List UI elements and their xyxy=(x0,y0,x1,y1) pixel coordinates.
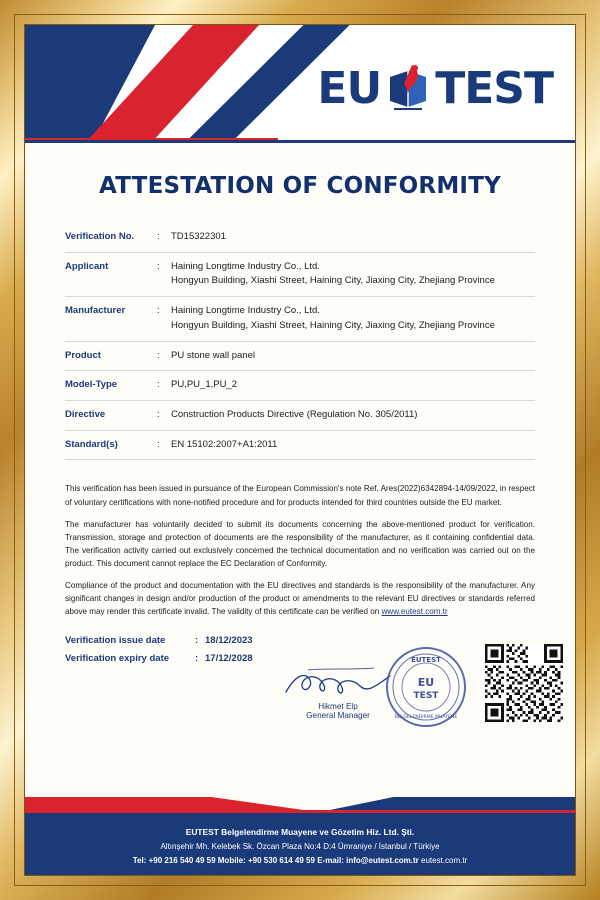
field-label: Verification No. xyxy=(65,231,135,242)
verification-website-link[interactable]: www.eutest.com.tr xyxy=(381,607,448,617)
field-label: Directive xyxy=(65,409,106,421)
verification-qr-code-icon xyxy=(485,644,563,722)
footer-mobile-label: Mobile: xyxy=(217,856,246,865)
logo-test-text: TEST xyxy=(435,63,553,114)
footer-company-name: EUTEST Belgelendirme Muayene ve Gözetim Hiz. Ltd. Şti. xyxy=(185,827,415,838)
footer-website[interactable]: eutest.com.tr xyxy=(421,856,468,865)
field-label: Model-Type xyxy=(65,379,118,391)
field-value-line1: Construction Products Directive (Regulation No. 305/2011) xyxy=(171,409,418,421)
footer-text xyxy=(25,825,575,875)
field-value xyxy=(171,260,535,289)
field-colon: : xyxy=(157,379,160,391)
footer-address: Altınşehir Mh. Kelebek Sk. Özcan Plaza No:4 D:4 Ümraniye / İstanbul / Türkiye xyxy=(160,842,440,851)
svg-text:EU: EU xyxy=(417,675,435,689)
eu-test-logo xyxy=(317,63,553,115)
legal-text-block xyxy=(65,482,535,618)
issue-date-value: 18/12/2023 xyxy=(205,635,253,647)
table-row xyxy=(65,253,535,297)
paragraph-1: This verification has been issued in pursuance of the European Commission's note Ref. Ares(2022)6342894-14/09/2022, in respect of voluntary certifications with none-notified procedure and for products intended for third countries outside the EU market. xyxy=(65,484,535,507)
field-value-line1: EN 15102:2007+A1:2011 xyxy=(171,438,278,450)
field-value xyxy=(171,304,535,333)
expiry-date-label: Verification expiry date xyxy=(65,653,170,665)
expiry-date-value: 17/12/2028 xyxy=(205,653,253,665)
paragraph-2: The manufacturer has voluntarily decided to submit its documents concerning the above-mentioned product for verification. Transmission, storage and protection of documents are the responsibility of the manufacturer, as it containing confidential data. The verification activity carried out exclusively concerned the technical documentation and no verification was carried out on the product. This document cannot replace the EC Declaration of Conformity. xyxy=(65,519,535,569)
table-row xyxy=(65,401,535,431)
field-value-line1: Haining Longtime Industry Co., Ltd. xyxy=(171,260,320,272)
paragraph-3 xyxy=(65,579,535,618)
field-colon: : xyxy=(157,409,160,421)
field-value xyxy=(171,438,535,453)
page-title: ATTESTATION OF CONFORMITY xyxy=(99,173,501,199)
field-value-line1: Haining Longtime Industry Co., Ltd. xyxy=(171,305,320,317)
svg-text:BELGELENDIRME MUAYENE: BELGELENDIRME MUAYENE xyxy=(394,714,458,720)
svg-text:EUTEST: EUTEST xyxy=(411,655,441,664)
field-value-line1: PU stone wall panel xyxy=(171,349,255,361)
field-value-line2: Hongyun Building, Xiashi Street, Haining City, Jiaxing City, Zhejiang Province xyxy=(171,319,495,331)
field-value-line1: TD15322301 xyxy=(171,231,226,242)
field-colon: : xyxy=(157,260,160,272)
logo-eu-text: EU xyxy=(317,63,382,114)
paragraph-3-text: Compliance of the product and documentation with the EU directives and standards is the responsibility of the manufacturer. Any significant changes in design and/or production of the product or amendments to the relevant EU directives or standards referred above may render this certificate invalid. The validity of this certificate can be verified on xyxy=(65,581,535,617)
field-value xyxy=(171,408,535,423)
signatory-role: General Manager xyxy=(306,710,370,720)
issue-date-label: Verification issue date xyxy=(65,635,166,647)
details-table xyxy=(65,223,535,460)
eu-test-shield-icon xyxy=(386,63,430,115)
field-label: Manufacturer xyxy=(65,305,126,317)
header-banner xyxy=(25,25,575,143)
table-row xyxy=(65,371,535,401)
field-colon: : xyxy=(157,349,160,361)
footer-contact xyxy=(25,854,575,868)
field-value xyxy=(171,378,535,393)
table-row xyxy=(65,297,535,341)
field-value xyxy=(171,349,535,364)
field-colon: : xyxy=(157,231,160,242)
field-colon: : xyxy=(157,438,160,450)
footer-tel-label: Tel: xyxy=(132,856,147,865)
field-value-line1: PU,PU_1,PU_2 xyxy=(171,379,238,391)
header-bottom-blue-rule xyxy=(25,140,575,143)
field-value xyxy=(171,230,535,245)
footer-mobile-value: +90 530 614 49 59 xyxy=(248,856,315,865)
table-row xyxy=(65,342,535,372)
issue-date-colon: : xyxy=(195,635,199,647)
field-value-line2: Hongyun Building, Xiashi Street, Haining City, Jiaxing City, Zhejiang Province xyxy=(171,275,495,287)
field-label: Standard(s) xyxy=(65,438,118,450)
table-row xyxy=(65,223,535,253)
field-label: Applicant xyxy=(65,260,109,272)
signatory-name: Hikmet Elp xyxy=(318,701,358,711)
table-row xyxy=(65,431,535,461)
field-label: Product xyxy=(65,349,101,361)
footer-banner xyxy=(25,797,575,875)
eutest-round-stamp-icon xyxy=(385,646,467,728)
footer-tel-value: +90 216 540 49 59 xyxy=(148,856,216,865)
gold-frame-outer xyxy=(14,14,586,886)
field-colon: : xyxy=(157,305,160,317)
footer-email-value[interactable]: info@eutest.com.tr xyxy=(346,856,419,865)
footer-email-label: E-mail: xyxy=(317,856,344,865)
gold-frame-inner xyxy=(24,24,576,876)
svg-text:TEST: TEST xyxy=(413,690,439,701)
expiry-date-colon: : xyxy=(195,653,199,665)
